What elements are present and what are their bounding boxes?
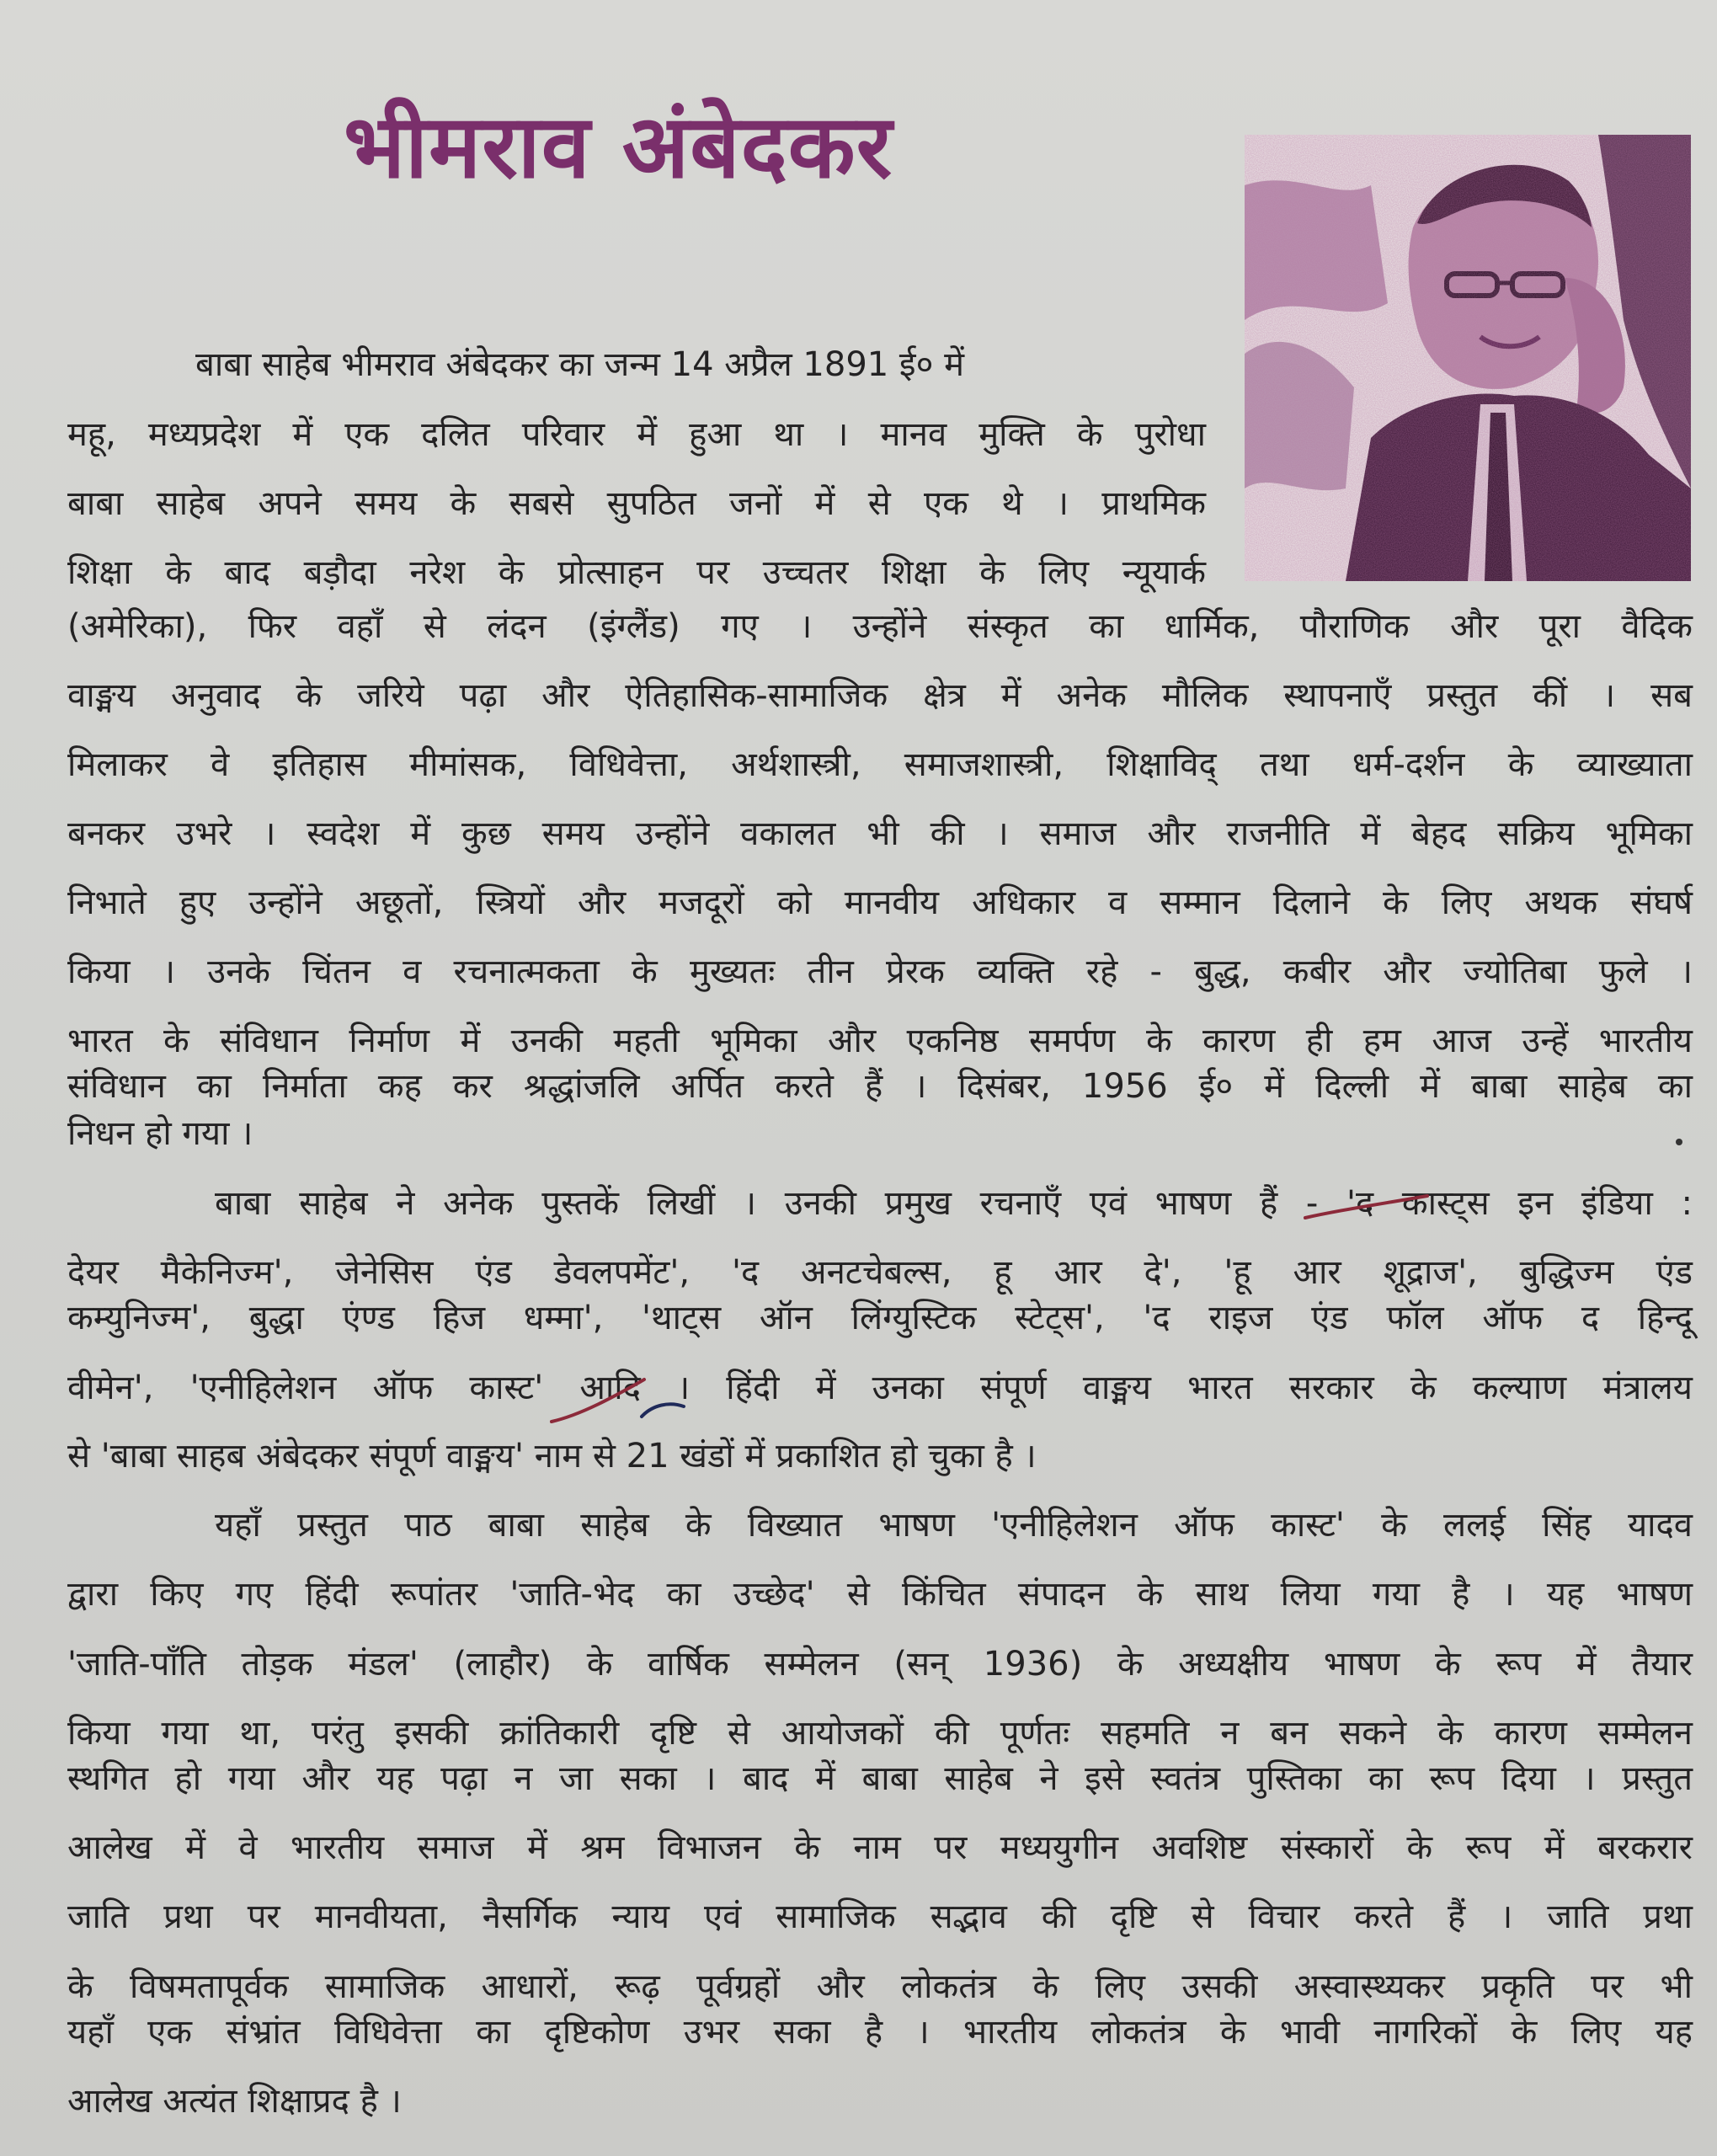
paragraph-3-line-3: 'जाति-पाँति तोड़क मंडल' (लाहौर) के वार्षिक सम्मेलन (सन् 1936) के अध्यक्षीय भाषण के रूप में तैयार [67, 1645, 1693, 1684]
paragraph-3-line-8: के विषमतापूर्वक सामाजिक आधारों, रूढ़ पूर्वग्रहों और लोकतंत्र के लिए उसकी अस्वास्थ्यकर प्रकृति पर भी [67, 1967, 1693, 2006]
paragraph-1-line-2: महू, मध्यप्रदेश में एक दलित परिवार में हुआ था । मानव मुक्ति के पुरोधा [67, 415, 1206, 454]
paragraph-1-line-10: किया । उनके चिंतन व रचनात्मकता के मुख्यतः तीन प्रेरक व्यक्ति रहे - बुद्ध, कबीर और ज्योतिबा फुले । [67, 953, 1693, 991]
paragraph-2-line-2: देयर मैकेनिज्म', जेनेसिस एंड डेवलपमेंट', 'द अनटचेबल्स, हू आर दे', 'हू आर शूद्राज', बुद्धिज्म एंड [67, 1253, 1693, 1292]
paragraph-1-line-9: निभाते हुए उन्होंने अछूतों, स्त्रियों और मजदूरों को मानवीय अधिकार व सम्मान दिलाने के लिए अथक संघर्ष [67, 883, 1693, 922]
paragraph-3-line-4: किया गया था, परंतु इसकी क्रांतिकारी दृष्टि से आयोजकों की पूर्णतः सहमति न बन सकने के कारण सम्मेलन [67, 1714, 1693, 1753]
paragraph-1-line-1: बाबा साहेब भीमराव अंबेदकर का जन्म 14 अप्रैल 1891 ई० में [195, 345, 965, 384]
paragraph-1-line-11: भारत के संविधान निर्माण में उनकी महती भूमिका और एकनिष्ठ समर्पण के कारण ही हम आज उन्हें भारतीय [67, 1022, 1693, 1060]
paragraph-1-line-13: निधन हो गया । [67, 1114, 253, 1153]
paragraph-3-line-2: द्वारा किए गए हिंदी रूपांतर 'जाति-भेद का उच्छेद' से किंचित संपादन के साथ लिया गया है । यह भाषण [67, 1575, 1693, 1614]
paragraph-1-line-12: संविधान का निर्माता कह कर श्रद्धांजलि अर्पित करते हैं । दिसंबर, 1956 ई० में दिल्ली में बाबा साहेब का [67, 1067, 1693, 1106]
paragraph-3-line-5: स्थगित हो गया और यह पढ़ा न जा सका । बाद में बाबा साहेब ने इसे स्वतंत्र पुस्तिका का रूप दिया । प्रस्तुत [67, 1759, 1693, 1798]
paragraph-1-line-5: (अमेरिका), फिर वहाँ से लंदन (इंग्लैंड) गए । उन्होंने संस्कृत का धार्मिक, पौराणिक और पूरा वैदिक [67, 607, 1693, 646]
paragraph-1-line-6: वाङ्मय अनुवाद के जरिये पढ़ा और ऐतिहासिक-सामाजिक क्षेत्र में अनेक मौलिक स्थापनाएँ प्रस्तुत कीं । सब [67, 676, 1693, 715]
paragraph-2-line-5: से 'बाबा साहब अंबेदकर संपूर्ण वाङ्मय' नाम से 21 खंडों में प्रकाशित हो चुका है । [67, 1437, 1037, 1476]
page-title: भीमराव अंबेदकर [344, 95, 893, 198]
ink-speck [1676, 1139, 1682, 1145]
paragraph-3-line-10: आलेख अत्यंत शिक्षाप्रद है । [67, 2082, 402, 2121]
paragraph-1-line-3: बाबा साहेब अपने समय के सबसे सुपठित जनों में से एक थे । प्राथमिक [67, 484, 1206, 523]
paragraph-3-line-1: यहाँ प्रस्तुत पाठ बाबा साहेब के विख्यात भाषण 'एनीहिलेशन ऑफ कास्ट' के ललई सिंह यादव [215, 1506, 1693, 1545]
paragraph-3-line-9: यहाँ एक संभ्रांत विधिवेत्ता का दृष्टिकोण उभर सका है । भारतीय लोकतंत्र के भावी नागरिकों के लिए यह [67, 2013, 1693, 2052]
paragraph-1-line-7: मिलाकर वे इतिहास मीमांसक, विधिवेत्ता, अर्थशास्त्री, समाजशास्त्री, शिक्षाविद् तथा धर्म-दर्शन के व्याख्याता [67, 745, 1693, 784]
paragraph-1-line-8: बनकर उभरे । स्वदेश में कुछ समय उन्होंने वकालत भी की । समाज और राजनीति में बेहद सक्रिय भूमिका [67, 814, 1693, 853]
paragraph-1-line-4: शिक्षा के बाद बड़ौदा नरेश के प्रोत्साहन पर उच्चतर शिक्षा के लिए न्यूयार्क [67, 553, 1206, 592]
paragraph-2-line-1: बाबा साहेब ने अनेक पुस्तकें लिखीं । उनकी प्रमुख रचनाएँ एवं भाषण हैं - 'द कास्ट्स इन इंडिया : [215, 1184, 1693, 1223]
paragraph-2-line-3: कम्युनिज्म', बुद्धा एंण्ड हिज धम्मा', 'थाट्स ऑन लिंग्युस्टिक स्टेट्स', 'द राइज एंड फॉल ऑफ द हिन्दू [67, 1299, 1693, 1337]
paragraph-3-line-7: जाति प्रथा पर मानवीयता, नैसर्गिक न्याय एवं सामाजिक सद्भाव की दृष्टि से विचार करते हैं । जाति प्रथा [67, 1897, 1693, 1936]
paragraph-3-line-6: आलेख में वे भारतीय समाज में श्रम विभाजन के नाम पर मध्ययुगीन अवशिष्ट संस्कारों के रूप में बरकरार [67, 1828, 1693, 1867]
paragraph-2-line-4: वीमेन', 'एनीहिलेशन ऑफ कास्ट' आदि । हिंदी में उनका संपूर्ण वाङ्मय भारत सरकार के कल्याण मंत्रालय [67, 1369, 1693, 1407]
